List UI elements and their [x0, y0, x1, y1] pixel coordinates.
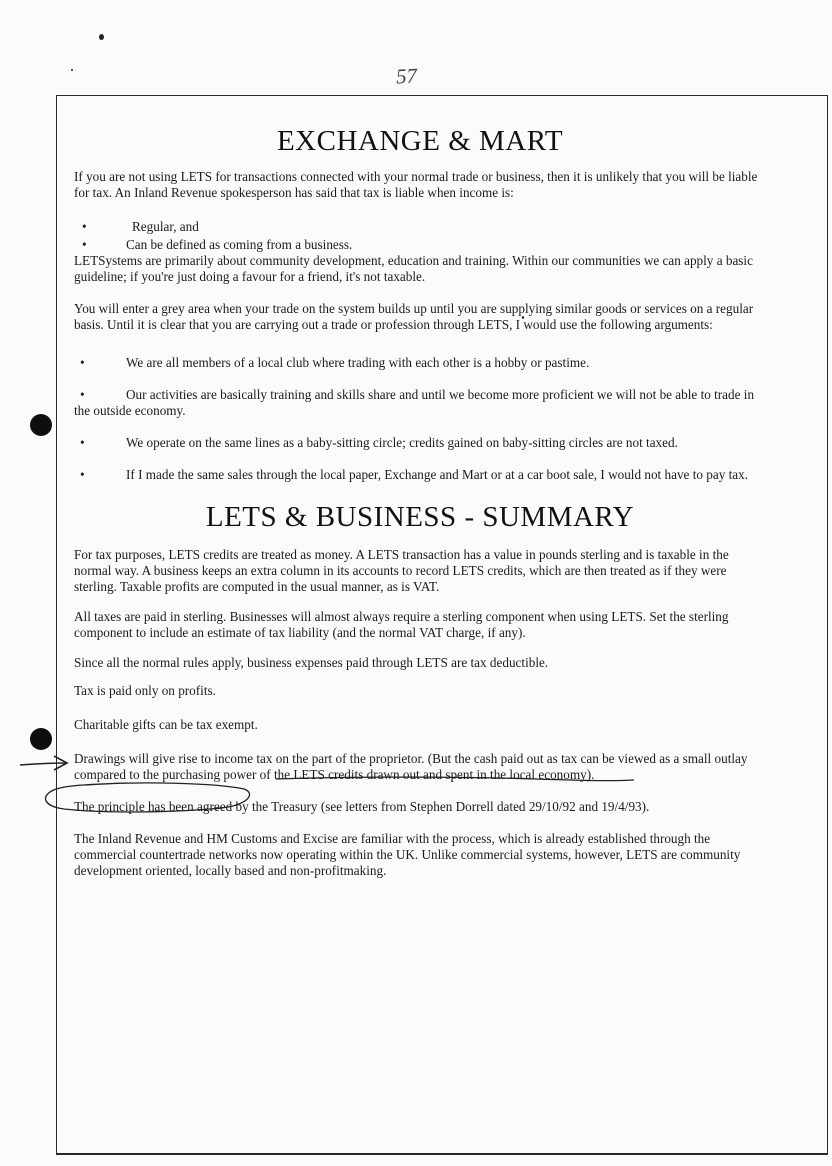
- scan-speck: [71, 69, 73, 71]
- handwritten-underline: [276, 774, 638, 784]
- list-item: [74, 467, 766, 483]
- bullet-icon: •: [80, 355, 85, 370]
- summary-heading: LETS & BUSINESS - SUMMARY: [205, 501, 635, 533]
- bullet-icon: •: [82, 219, 87, 234]
- handwritten-circle: [40, 781, 256, 815]
- summary-paragraph: Drawings will give rise to income tax on the part of the proprietor. (But the cash paid out as tax can be viewed as a small outlay compared to the purchasing power of the LETS credits drawn out and spent in the local economy).: [74, 751, 748, 782]
- list-item-text: Regular, and: [132, 219, 199, 234]
- document-body: [74, 125, 766, 879]
- handwritten-arrow-icon: [18, 754, 70, 774]
- list-item: [74, 435, 766, 451]
- intro-paragraph: If you are not using LETS for transactions connected with your normal trade or business, then it is unlikely that you will be liable for tax. An Inland Revenue spokesperson has said that tax is liable when income is:: [74, 169, 758, 200]
- summary-paragraph-lead: Since all the normal rules apply,: [74, 655, 248, 670]
- bullet-icon: •: [80, 467, 85, 482]
- income-conditions-list: [74, 219, 766, 253]
- grey-area-paragraph: You will enter a grey area when your trade on the system builds up until you are supplying similar goods or services on a regular basis. Until it is clear that you are carrying out a trade or profession through LETS, I would use the following arguments:: [74, 301, 754, 332]
- scan-speck: [99, 34, 104, 40]
- summary-paragraph: The Inland Revenue and HM Customs and Excise are familiar with the process, which is already established through the commercial countertrade networks now operating within the UK. Unlike commercial systems, however, LETS are community development oriented, locally based and non-profitmaking.: [74, 831, 741, 878]
- arguments-list: [74, 355, 766, 483]
- list-item-text: If I made the same sales through the local paper, Exchange and Mart or at a car boot sale, I would not have to pay tax.: [126, 467, 748, 482]
- guideline-paragraph: LETSystems are primarily about community development, education and training. Within our communities we can apply a basic guideline; if you're just doing a favour for a friend, it's not taxable.: [74, 253, 753, 284]
- bullet-icon: •: [82, 237, 87, 252]
- list-item: [74, 355, 766, 371]
- list-item-text: We operate on the same lines as a baby-sitting circle; credits gained on baby-sitting circles are not taxed.: [126, 435, 678, 450]
- punch-hole: [30, 728, 52, 750]
- circled-statement: Tax is paid only on profits.: [74, 683, 216, 698]
- summary-paragraph: The principle has been agreed by the Treasury (see letters from Stephen Dorrell dated 29/10/92 and 19/4/93).: [74, 799, 650, 814]
- summary-paragraph: Charitable gifts can be tax exempt.: [74, 717, 258, 732]
- summary-paragraph: For tax purposes, LETS credits are treated as money. A LETS transaction has a value in pounds sterling and is taxable in the normal way. A business keeps an extra column in its accounts to record LETS credits, which are then treated as if they were sterling. Taxable profits are computed in the usual manner, as is VAT.: [74, 547, 729, 594]
- summary-paragraph: [74, 655, 766, 671]
- list-item-text: Our activities are basically training and skills share and until we become more proficient we will not be able to trade in the outside economy.: [74, 387, 755, 418]
- list-item: [74, 237, 766, 253]
- exchange-mart-heading: EXCHANGE & MART: [276, 125, 564, 157]
- underlined-phrase: business expenses paid through LETS are tax deductible.: [247, 655, 549, 670]
- list-item-text: We are all members of a local club where trading with each other is a hobby or pastime.: [126, 355, 590, 370]
- page-number: 57: [395, 63, 418, 89]
- bullet-icon: •: [80, 435, 85, 450]
- punch-hole: [30, 414, 52, 436]
- bullet-icon: •: [80, 387, 85, 402]
- list-item: [74, 219, 766, 235]
- list-item-text: Can be defined as coming from a business.: [126, 237, 353, 252]
- list-item: [74, 387, 766, 419]
- summary-paragraph: All taxes are paid in sterling. Businesses will almost always require a sterling component when using LETS. Set the sterling component to include an estimate of tax liability (and the normal VAT charge, if any).: [74, 609, 729, 640]
